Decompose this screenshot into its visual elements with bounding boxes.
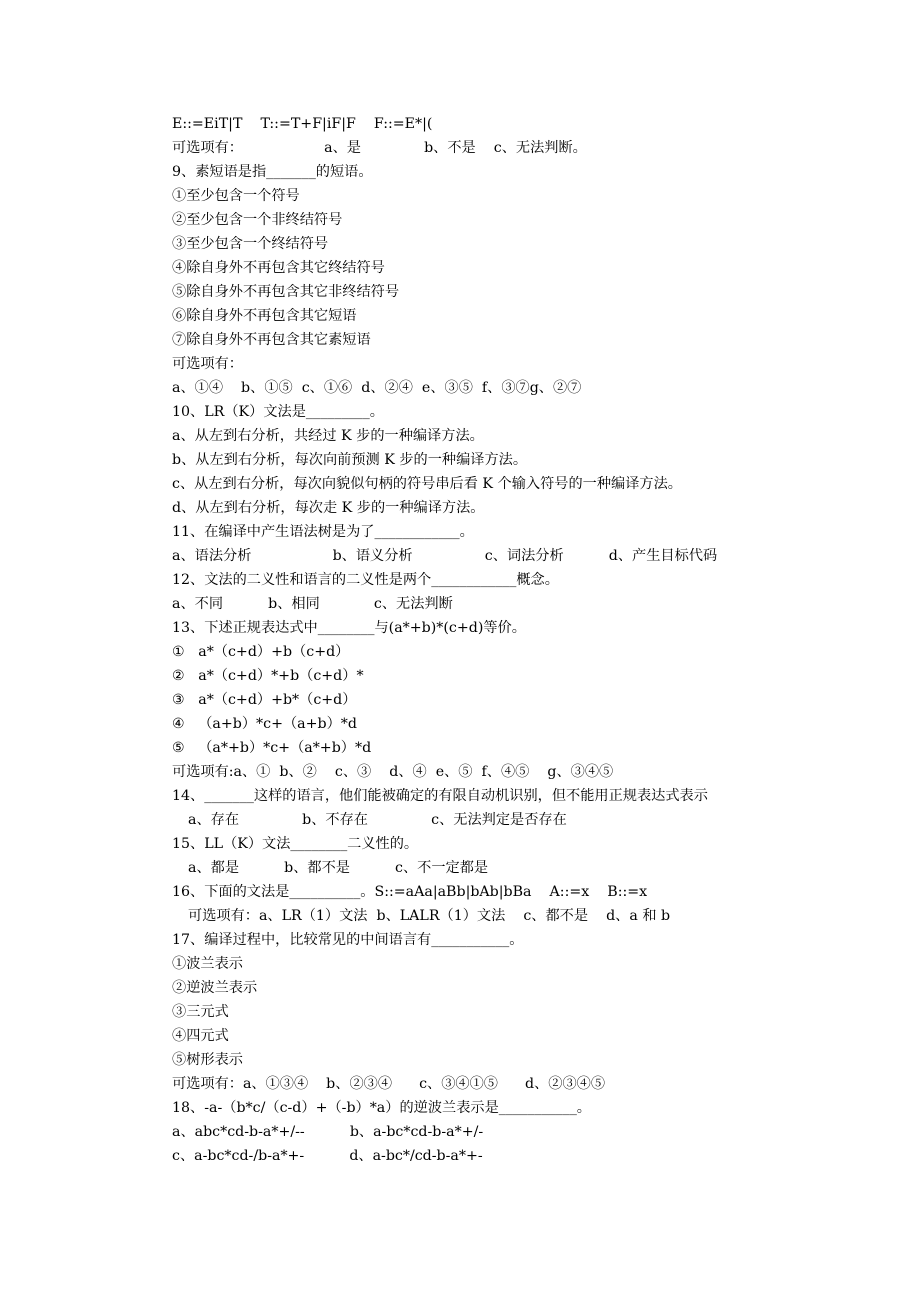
- q17-item-2: ②逆波兰表示: [172, 980, 258, 996]
- q14-options: a、存在 b、不存在 c、无法判定是否存在: [188, 812, 567, 828]
- q17-item-5: ⑤树形表示: [172, 1052, 243, 1068]
- q9-options-label: 可选项有：: [172, 356, 243, 372]
- question-16: 16、下面的文法是__________。S::=aAa|aBb|bAb|bBa A::=x B::=x: [172, 884, 648, 900]
- question-14: 14、_______这样的语言，他们能被确定的有限自动机识别，但不能用正规表达式表示: [172, 788, 708, 804]
- q10-option-c: c、从左到右分析，每次向貌似句柄的符号串后看 K 个输入符号的一种编译方法。: [172, 476, 682, 492]
- question-17: 17、编译过程中，比较常见的中间语言有___________。: [172, 932, 524, 948]
- q18-options-cd: c、a-bc*cd-/b-a*+- d、a-bc*/cd-b-a*+-: [172, 1148, 483, 1164]
- q15-options: a、都是 b、都不是 c、不一定都是: [188, 860, 489, 876]
- question-12: 12、文法的二义性和语言的二义性是两个____________概念。: [172, 572, 559, 588]
- q13-options: 可选项有:a、① b、② c、③ d、④ e、⑤ f、④⑤ g、③④⑤: [172, 764, 614, 780]
- q13-item-1: ① a*（c+d）+b（c+d）: [172, 644, 350, 660]
- grammar-rule-line: E::=EiT|T T::=T+F|iF|F F::=E*|(: [172, 116, 433, 132]
- q8-options: 可选项有： a、是 b、不是 c、无法判断。: [172, 140, 587, 156]
- q9-item-1: ①至少包含一个符号: [172, 188, 300, 204]
- q13-item-5: ⑤ （a*+b）*c+（a*+b）*d: [172, 740, 372, 756]
- q10-option-b: b、从左到右分析，每次向前预测 K 步的一种编译方法。: [172, 452, 528, 468]
- question-9: 9、素短语是指_______的短语。: [172, 164, 373, 180]
- document-body: [172, 112, 892, 1168]
- question-18: 18、-a-（b*c/（c-d）+（-b）*a）的逆波兰表示是___________。: [172, 1100, 591, 1116]
- question-10: 10、LR（K）文法是_________。: [172, 404, 384, 420]
- q10-option-d: d、从左到右分析，每次走 K 步的一种编译方法。: [172, 500, 485, 516]
- q12-options: a、不同 b、相同 c、无法判断: [172, 596, 453, 612]
- question-11: 11、在编译中产生语法树是为了____________。: [172, 524, 474, 540]
- q13-item-2: ② a*（c+d）*+b（c+d）*: [172, 668, 364, 684]
- q9-options: a、①④ b、①⑤ c、①⑥ d、②④ e、③⑤ f、③⑦g、②⑦: [172, 380, 582, 396]
- q17-item-3: ③三元式: [172, 1004, 229, 1020]
- q9-item-2: ②至少包含一个非终结符号: [172, 212, 343, 228]
- question-15: 15、LL（K）文法________二义性的。: [172, 836, 419, 852]
- q16-options: 可选项有：a、LR（1）文法 b、LALR（1）文法 c、都不是 d、a 和 b: [188, 908, 671, 924]
- q9-item-4: ④除自身外不再包含其它终结符号: [172, 260, 385, 276]
- question-13: 13、下述正规表达式中________与(a*+b)*(c+d)等价。: [172, 620, 526, 636]
- q13-item-4: ④ （a+b）*c+（a+b）*d: [172, 716, 357, 732]
- q9-item-5: ⑤除自身外不再包含其它非终结符号: [172, 284, 400, 300]
- q9-item-3: ③至少包含一个终结符号: [172, 236, 329, 252]
- q11-options: a、语法分析 b、语义分析 c、词法分析 d、产生目标代码: [172, 548, 718, 564]
- q13-item-3: ③ a*（c+d）+b*（c+d）: [172, 692, 357, 708]
- q17-item-1: ①波兰表示: [172, 956, 243, 972]
- q9-item-6: ⑥除自身外不再包含其它短语: [172, 308, 357, 324]
- q9-item-7: ⑦除自身外不再包含其它素短语: [172, 332, 371, 348]
- q10-option-a: a、从左到右分析，共经过 K 步的一种编译方法。: [172, 428, 484, 444]
- q17-item-4: ④四元式: [172, 1028, 229, 1044]
- q18-options-ab: a、abc*cd-b-a*+/-- b、a-bc*cd-b-a*+/-: [172, 1124, 484, 1140]
- q17-options: 可选项有：a、①③④ b、②③④ c、③④①⑤ d、②③④⑤: [172, 1076, 606, 1092]
